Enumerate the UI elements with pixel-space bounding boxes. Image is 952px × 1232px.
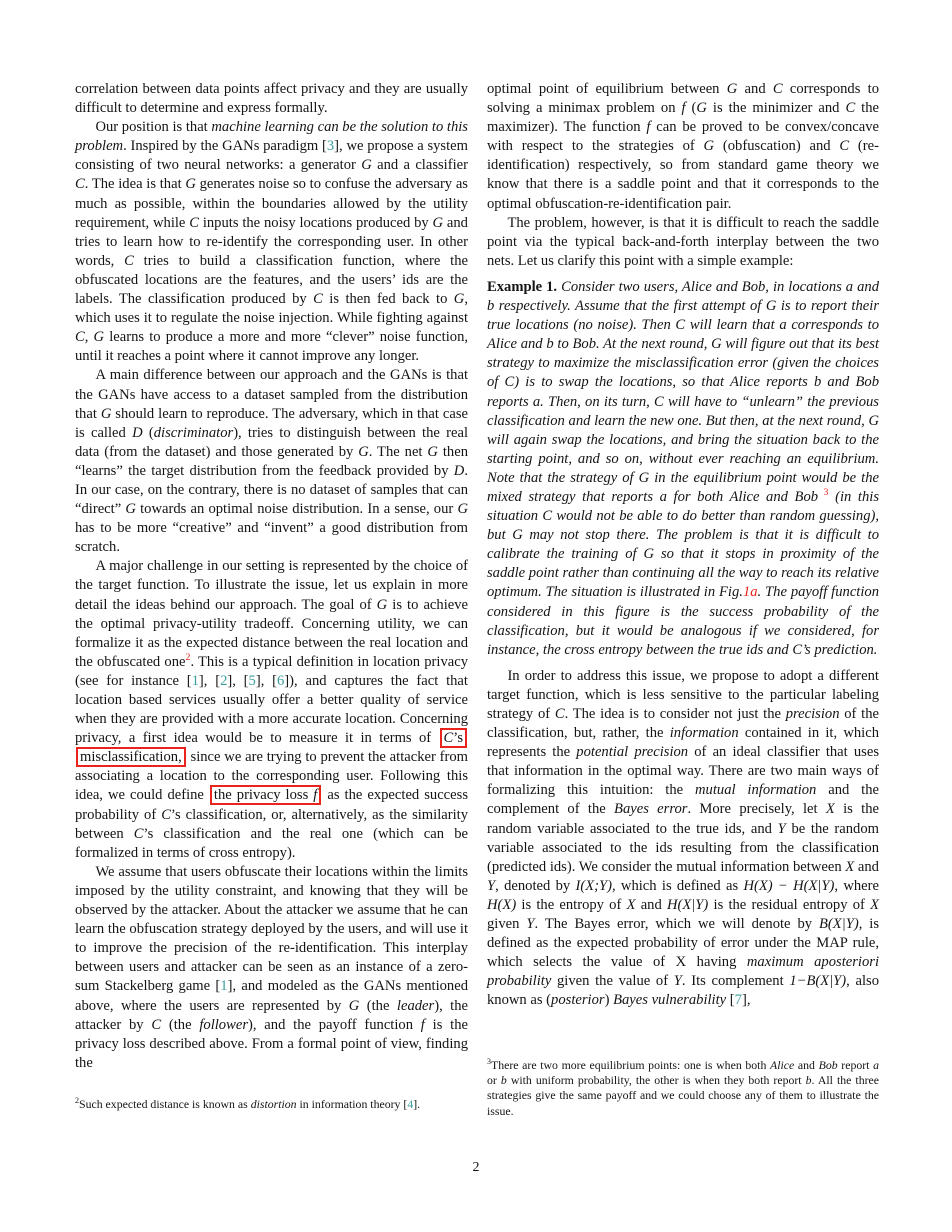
annotation-box bbox=[210, 785, 321, 805]
text-run: of an ideal classifier that uses that information in the optimal way. There are two main ways of formalizing this intuition: the bbox=[487, 744, 879, 799]
footnote-link[interactable]: 3 bbox=[818, 487, 829, 499]
left-column bbox=[75, 80, 468, 1073]
figure-link[interactable]: 1a bbox=[742, 584, 758, 601]
math-var: G bbox=[726, 81, 738, 97]
text-run: ], bbox=[741, 992, 751, 1009]
text-run: of the classification, but, rather, the bbox=[487, 706, 879, 742]
text-run: then “learns” the target distribution from the feedback provided by bbox=[75, 443, 468, 479]
text-run: is the residual entropy of bbox=[708, 896, 871, 913]
text-run: ], [ bbox=[255, 672, 277, 689]
text-run: optimal point of equilibrium between bbox=[487, 81, 727, 97]
footnote-link[interactable]: 2 bbox=[185, 651, 191, 663]
italic-text: machine learning can be the solution to this problem bbox=[75, 119, 468, 155]
paragraph-the-problem bbox=[487, 214, 879, 271]
paragraph-we-assume bbox=[75, 863, 468, 1073]
text-run: ( bbox=[142, 424, 154, 441]
text-run: the maximizer). The function bbox=[487, 100, 879, 136]
paragraph-in-order bbox=[487, 667, 879, 1011]
text-run: ) bbox=[604, 992, 614, 1009]
math-var: Y bbox=[487, 877, 496, 894]
italic-text: (in this situation C would not be able to do better than random guessing), but G may not stop there. The problem is that it is difficult to calibrate the training of G so that it stops in proximity of the saddle point rather than continuing all the way to reach its relative optimum. The situation is illustrated in Fig. bbox=[487, 488, 880, 601]
math-var: H(X) bbox=[487, 896, 517, 913]
text-run: since we are trying to prevent the attacker from associating a location to the corresponding user. Following this idea, we could define bbox=[75, 749, 468, 804]
text-run: . The idea is that bbox=[84, 176, 186, 193]
italic-text: Consider two users, Alice and Bob, in locations a and b respectively. Assume that the first attempt of G is to report their true locations (no noise). Then C will learn that a corresponds to Alice and b to Bob. At the next round, G will figure out that its best strategy to maximize the misclassification error (given the choices of C) is to swap the locations, so that Alice reports b and Bob reports a. Then, on its turn, C will have to “unlearn” the previous classification and learn the new one. But then, at the next round, G will again swap the locations, and bring the situation back to the starting point, and so on, without ever reaching an equilibrium. Note that the strategy of G in the equilibrium point would be the mixed strategy that reports a for both Alice and Bob bbox=[487, 278, 879, 505]
italic-text: Bob bbox=[818, 1058, 838, 1072]
text-run: and bbox=[794, 1058, 819, 1072]
text-run: , also known as ( bbox=[487, 973, 879, 1009]
text-run: . All the three strategies give the same payoff and we could choose any of them to illustrate the issue. bbox=[487, 1073, 879, 1118]
italic-text: Bayes vulnerability bbox=[613, 992, 727, 1009]
math-var: X bbox=[845, 858, 855, 875]
math-var: G bbox=[125, 501, 136, 518]
text-run: ), tries to distinguish between the real data (from the dataset) and those generated by bbox=[75, 424, 468, 460]
text-run: be the random variable associated to the ids resulting from the classification (predicted ids). We consider the mutual information between bbox=[487, 820, 879, 875]
math-var: G bbox=[432, 214, 444, 231]
text-run: is to achieve the optimal privacy-utility tradeoff. Concerning utility, we can formalize it as the expected distance between the real location and the obfuscated one bbox=[75, 596, 469, 670]
text-run: tries to build a classification function, where the obfuscated locations are the features, and the users’ ids are the labels. The classification produced by bbox=[75, 252, 468, 308]
math-var: I(X;Y) bbox=[575, 877, 612, 894]
math-var: H(X|Y) bbox=[666, 896, 709, 913]
citation-link[interactable]: 6 bbox=[277, 672, 285, 689]
citation-link[interactable]: 5 bbox=[248, 672, 256, 689]
text-run: A main difference between our approach and the GANs is that the GANs have access to a dataset sampled from the distribution that bbox=[75, 367, 468, 422]
math-var: X bbox=[626, 896, 636, 913]
math-var: G bbox=[703, 138, 715, 155]
text-run: ], [ bbox=[198, 672, 221, 689]
math-var: Y bbox=[673, 973, 682, 990]
citation-link[interactable]: 1 bbox=[220, 978, 228, 995]
math-var: C bbox=[124, 252, 134, 269]
text-run: (the bbox=[359, 997, 397, 1014]
text-run: is the entropy of bbox=[516, 896, 627, 913]
italic-text: Bayes error bbox=[614, 801, 688, 818]
italic-text: distortion bbox=[250, 1097, 297, 1111]
math-var: C bbox=[75, 176, 85, 193]
text-run: , which uses it to regulate the noise injection. While fighting against bbox=[75, 291, 468, 327]
text-run: the privacy loss bbox=[213, 787, 314, 804]
text-run: is the privacy loss described above. From a formal point of view, finding the bbox=[75, 1016, 468, 1071]
math-var: B(X|Y) bbox=[819, 916, 859, 933]
text-run: towards an optimal noise distribution. In a sense, our bbox=[135, 501, 458, 518]
paragraph-example-1 bbox=[487, 278, 879, 660]
text-run: . The idea is to consider not just the bbox=[564, 706, 786, 722]
text-run: has to be more “creative” and “invent” a good distribution from scratch. bbox=[75, 520, 468, 556]
math-var: b bbox=[805, 1073, 812, 1088]
math-var: C bbox=[313, 291, 323, 308]
text-run: In order to address this issue, we propose to adopt a different target function, which is less sensitive to the particular labeling strategy of bbox=[487, 667, 879, 722]
math-var: X bbox=[870, 896, 879, 913]
text-run: Such expected distance is known as bbox=[79, 1097, 251, 1111]
math-var: C bbox=[443, 730, 454, 747]
math-var: C bbox=[151, 1016, 162, 1033]
text-run: , denoted by bbox=[495, 877, 576, 894]
math-var: Y bbox=[777, 820, 786, 837]
italic-text: precision bbox=[785, 706, 840, 722]
text-run: ]), and captures the fact that location based services usually offer a better quality of service when they are provided with a more accurate location. Concerning privacy, a first idea would be to measure it in terms of bbox=[75, 672, 468, 747]
italic-text: mutual information bbox=[695, 782, 817, 799]
math-var: G bbox=[185, 176, 196, 193]
citation-link[interactable]: 3 bbox=[326, 138, 335, 155]
text-run: , bbox=[84, 329, 94, 346]
italic-text: leader bbox=[396, 997, 435, 1014]
text-run: in information theory [ bbox=[296, 1097, 408, 1111]
math-var: G bbox=[453, 291, 465, 308]
math-var: f bbox=[313, 787, 318, 804]
text-run: contained in it, which represents the bbox=[487, 725, 879, 761]
text-run: We assume that users obfuscate their locations within the limits imposed by the utility constraint, and knowing that they will be observed by the attacker. About the attacker we assume that he can learn the obfuscation strategy deployed by the users, and will use it to improve the precision of the re-identification. This interplay between users and attacker can be seen as an instance of a zero-sum Stackelberg game [ bbox=[75, 863, 468, 995]
text-run: . More precisely, let bbox=[687, 801, 826, 818]
math-var: D bbox=[132, 424, 143, 441]
math-var: Y bbox=[526, 916, 535, 933]
math-var: b bbox=[500, 1073, 507, 1088]
text-run: . In our case, on the contrary, there is no dataset of samples that can “direct” bbox=[75, 462, 468, 518]
italic-text: potential precision bbox=[576, 744, 689, 761]
citation-link[interactable]: 2 bbox=[220, 672, 228, 689]
text-run: , which is defined as bbox=[611, 877, 744, 894]
text-run: and the complement of the bbox=[487, 782, 880, 818]
text-run: ], and modeled as the GANs mentioned above, where the users are represented by bbox=[75, 978, 469, 1014]
paragraph-main-difference bbox=[75, 366, 468, 557]
italic-text: follower bbox=[199, 1016, 248, 1033]
text-run: and tries to learn how to re-identify the corresponding user. In other words, bbox=[75, 214, 468, 269]
text-run: ), the attacker by bbox=[75, 997, 468, 1033]
text-run: (the bbox=[161, 1016, 200, 1033]
text-run: can be proved to be convex/concave with respect to the strategies of bbox=[487, 119, 879, 155]
text-run: . The Bayes error, which we will denote by bbox=[534, 916, 819, 933]
text-run: ’s misclassification, bbox=[80, 730, 463, 766]
math-var: G bbox=[93, 329, 105, 346]
text-run: or bbox=[487, 1073, 501, 1088]
text-run: given bbox=[487, 916, 527, 933]
math-var: f bbox=[681, 100, 686, 117]
italic-text: information bbox=[669, 725, 739, 742]
text-run: . The net bbox=[368, 443, 428, 460]
math-var: C bbox=[189, 214, 199, 231]
paragraph-optimal-point bbox=[487, 80, 879, 214]
citation-link[interactable]: 1 bbox=[191, 672, 199, 689]
citation-link[interactable]: 7 bbox=[734, 992, 742, 1009]
footnote-2 bbox=[75, 1097, 468, 1112]
math-var: C bbox=[75, 329, 85, 346]
text-run: The problem, however, is that it is difficult to reach the saddle point via the typical back-and-forth interplay between the two nets. Let us clarify this point with a simple example: bbox=[487, 214, 879, 269]
text-run: report bbox=[837, 1058, 874, 1072]
text-run: ( bbox=[685, 100, 697, 117]
footnote-marker: 2 bbox=[75, 1096, 80, 1106]
text-run: A major challenge in our setting is represented by the choice of the target function. To illustrate the issue, let us explain in more detail the ideas behind our approach. The goal of bbox=[75, 558, 468, 613]
math-var: G bbox=[100, 405, 112, 422]
text-run: ], [ bbox=[227, 672, 249, 689]
italic-text: maximum aposteriori probability bbox=[487, 954, 879, 990]
math-var: X bbox=[825, 801, 835, 818]
math-var: G bbox=[427, 443, 438, 460]
text-run: Our position is that bbox=[95, 119, 212, 136]
text-run: ]. bbox=[413, 1097, 421, 1111]
math-var: C bbox=[161, 806, 171, 823]
text-run: with uniform probability, the other is when they both report bbox=[506, 1073, 806, 1088]
text-run: ), and the payoff function bbox=[248, 1016, 421, 1033]
text-run: inputs the noisy locations produced by bbox=[198, 214, 433, 231]
text-run: . Its complement bbox=[681, 973, 790, 990]
math-var: C bbox=[845, 100, 856, 117]
text-run: as the expected success probability of bbox=[75, 787, 468, 823]
paragraph-correlation bbox=[75, 80, 468, 118]
text-run: is then fed back to bbox=[322, 291, 454, 308]
text-run: should learn to reproduce. The adversary, which in that case is called bbox=[75, 405, 468, 441]
text-run: corresponds to solving a minimax problem on bbox=[487, 81, 880, 117]
math-var: f bbox=[420, 1016, 425, 1033]
footnote-3 bbox=[487, 1058, 879, 1119]
math-var: G bbox=[361, 157, 372, 174]
text-run: and bbox=[854, 858, 879, 875]
math-var: C bbox=[772, 81, 783, 97]
italic-text: Alice bbox=[770, 1058, 795, 1072]
text-run: generates noise so to confuse the adversary as much as possible, within the boundaries allowed by the utility requirement, while bbox=[75, 176, 468, 231]
math-var: G bbox=[358, 443, 369, 460]
text-run: and bbox=[737, 81, 773, 97]
text-run: . This is a typical definition in location privacy (see for instance [ bbox=[75, 653, 468, 689]
text-run: given the value of bbox=[551, 973, 674, 990]
text-run: (obfuscation) and bbox=[714, 138, 840, 155]
page-number: 2 bbox=[472, 1160, 480, 1175]
text-run: ’s classification and the real one (which can be formalized in terms of cross entropy). bbox=[75, 825, 468, 861]
math-var: G bbox=[696, 100, 707, 117]
math-var: C bbox=[839, 138, 850, 155]
text-run: ’s classification, or, alternatively, as the similarity between bbox=[75, 806, 469, 842]
text-run: . Inspired by the GANs paradigm [ bbox=[123, 138, 327, 155]
math-var: H(X) − H(X|Y) bbox=[743, 877, 835, 894]
paragraph-major-challenge bbox=[75, 557, 468, 863]
right-column bbox=[487, 80, 879, 1011]
math-var: f bbox=[646, 119, 651, 136]
math-var: G bbox=[457, 501, 468, 518]
math-var: D bbox=[453, 462, 465, 479]
text-run: , where bbox=[834, 877, 879, 894]
italic-text: discriminator bbox=[153, 424, 234, 441]
math-var: C bbox=[554, 706, 565, 722]
text-run: is the random variable associated to the true ids, and bbox=[487, 801, 879, 837]
text-run: and bbox=[635, 896, 667, 913]
paragraph-our-position bbox=[75, 118, 468, 366]
text-run: (re-identification) respectively, so from standard game theory we know that there is a saddle point and that it corresponds to the optimal obfuscation-re-identification pair. bbox=[487, 138, 879, 212]
footnote-marker: 3 bbox=[487, 1057, 492, 1067]
bold-text: Example 1. bbox=[487, 278, 558, 295]
italic-text: posterior bbox=[551, 992, 605, 1009]
text-run: is the minimizer and bbox=[706, 100, 846, 117]
italic-text: . The payoff function considered in this figure is the success probability of the classification, but it would be analogous if we considered, for instance, the cross entropy between the true ids and C’s prediction. bbox=[487, 584, 879, 658]
text-run: correlation between data points affect privacy and they are usually difficult to determine and express formally. bbox=[75, 81, 468, 117]
math-var: C bbox=[133, 825, 144, 842]
citation-link[interactable]: 4 bbox=[407, 1097, 414, 1111]
text-run: [ bbox=[726, 992, 735, 1009]
math-var: G bbox=[348, 997, 360, 1014]
text-run: , is defined as the expected probability of error under the MAP rule, which selects the value of X having bbox=[487, 916, 880, 971]
text-run: ], we propose a system consisting of two neural networks: a generator bbox=[75, 138, 468, 174]
text-run: and a classifier bbox=[371, 157, 468, 174]
math-var: 1−B(X|Y) bbox=[789, 973, 847, 990]
text-run: learns to produce a more and more “clever” noise function, until it reaches a point where it cannot improve any longer. bbox=[75, 329, 469, 365]
math-var: a bbox=[873, 1058, 880, 1072]
math-var: G bbox=[376, 596, 388, 613]
text-run: There are two more equilibrium points: one is when both bbox=[491, 1058, 771, 1072]
